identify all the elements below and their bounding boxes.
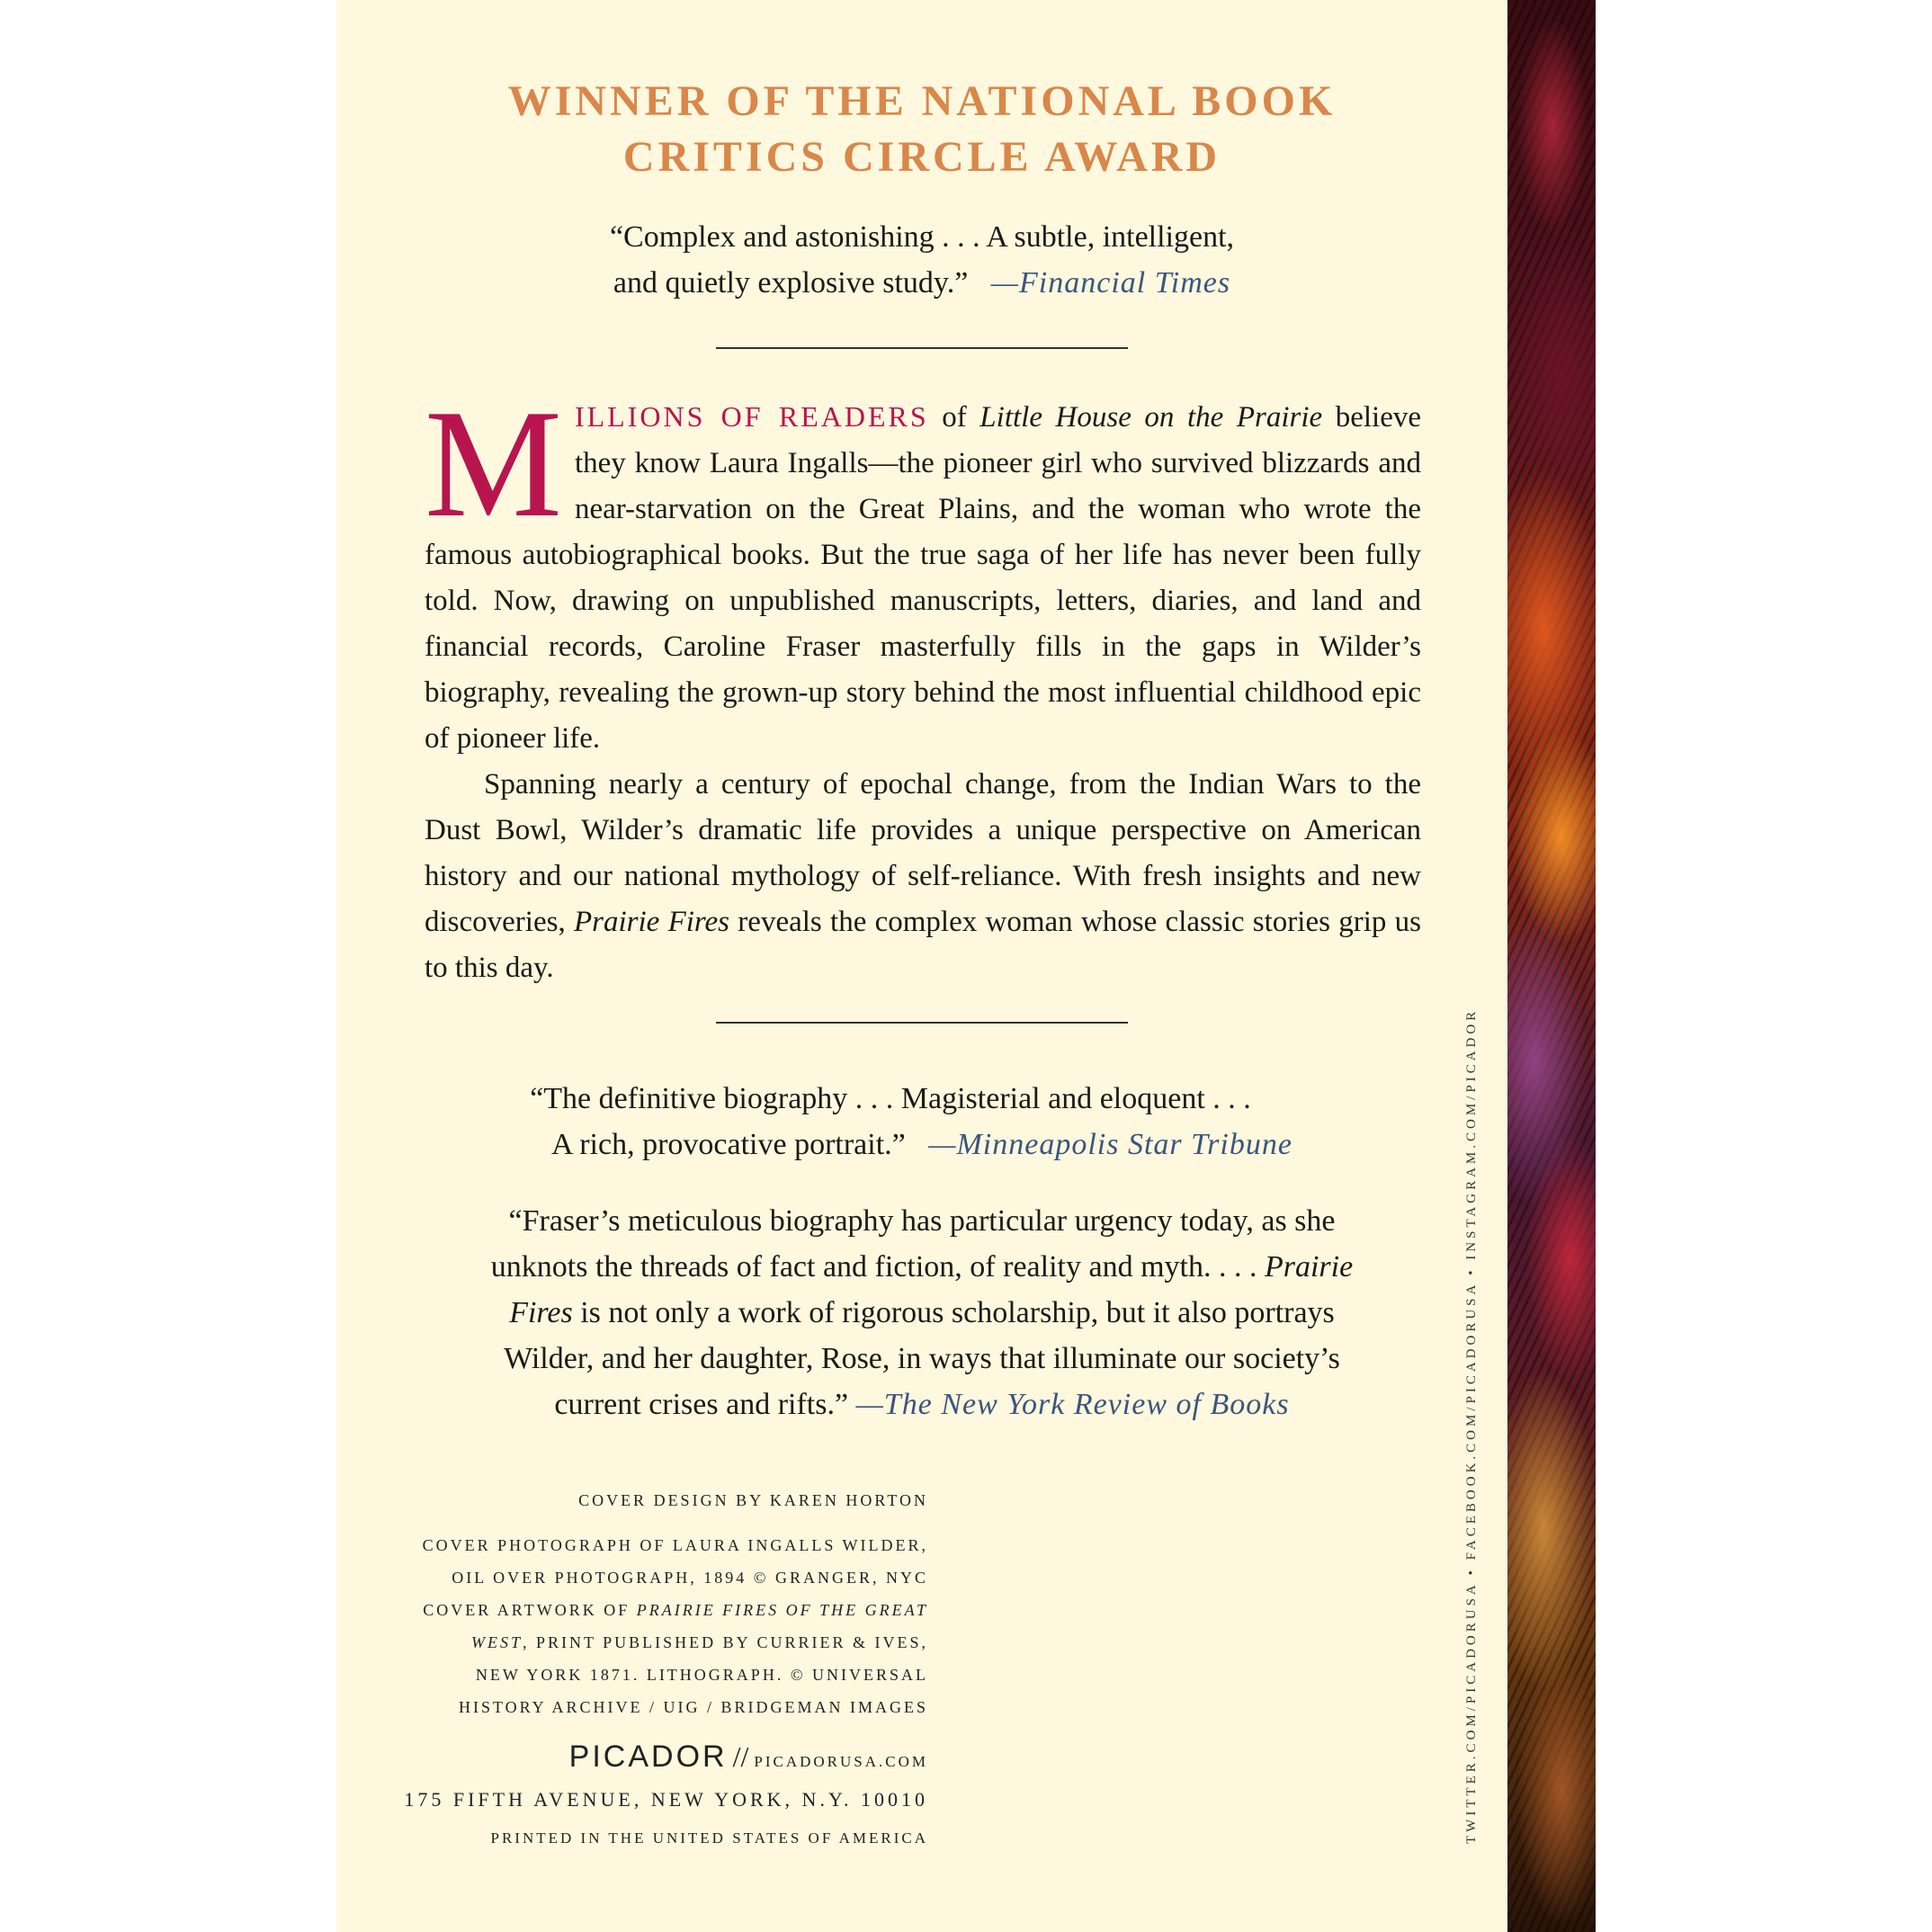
paragraph-2-start: Spanning nearly a century of epochal change, from the Indian Wars to the Dust Bowl, Wilder’s dramatic life provides a unique perspective on American history and our national mythology of self-reliance. With fresh insights and new discoveries, [425, 768, 1421, 938]
quote-source: —The New York Review of Books [855, 1388, 1290, 1421]
publisher-line [378, 1740, 928, 1775]
quote-nyrb [336, 1198, 1507, 1427]
award-line-2: CRITICS CIRCLE AWARD [622, 133, 1221, 181]
credit-text: , PRINT PUBLISHED BY CURRIER & IVES, [522, 1633, 928, 1651]
quote-star-tribune [336, 1076, 1507, 1167]
artwork-title: PRAIRIE FIRES OF THE GREAT [636, 1601, 928, 1619]
paragraph-1: believe they know Laura Ingalls—the pioneer girl who survived blizzards and near-starvation on the Great Plains, and the woman who wrote the famous autobiographical books. But the true saga of her life has never been fully told. Now, drawing on unpublished manuscripts, letters, diaries, and land and financial records, Caroline Fraser masterfully fills in the gaps in Wilder’s biography, revealing the grown-up story behind the most influential childhood epic of pioneer life. [425, 401, 1422, 755]
picador-logo: PICADOR [568, 1740, 728, 1774]
divider [716, 347, 1128, 349]
drop-cap: M [425, 379, 562, 550]
separator: // [732, 1740, 749, 1773]
divider [716, 1022, 1128, 1024]
quote-line: “The definitive biography . . . Magisterial and eloquent . . . [530, 1082, 1251, 1115]
quote-line: Wilder, and her daughter, Rose, in ways that illuminate our society’s [504, 1342, 1340, 1375]
award-line-1: WINNER OF THE NATIONAL BOOK [507, 77, 1337, 125]
publisher-url: PICADORUSA.COM [754, 1753, 928, 1770]
cover-artwork-strip [1507, 0, 1596, 1932]
artwork-title: WEST [470, 1633, 523, 1651]
credit-line: NEW YORK 1871. LITHOGRAPH. © UNIVERSAL [475, 1666, 928, 1684]
quote-source: —Minneapolis Star Tribune [928, 1128, 1292, 1161]
printed-in: PRINTED IN THE UNITED STATES OF AMERICA [490, 1829, 928, 1847]
quote-financial-times [336, 214, 1507, 306]
book-description [425, 379, 1422, 991]
paragraph-2-end: reveals the complex woman whose classic stories grip us to this day. [425, 906, 1421, 984]
credit-line: COVER DESIGN BY KAREN HORTON [578, 1491, 928, 1509]
lead-connector: of [928, 401, 980, 434]
series-title: Little House on the Prairie [979, 401, 1323, 434]
quote-line: A rich, provocative portrait.” [551, 1128, 906, 1161]
social-links: TWITTER.COM/PICADORUSA • FACEBOOK.COM/PICADORUSA • INSTAGRAM.COM/PICADOR [1464, 1007, 1479, 1844]
quote-book-title: Fires [509, 1296, 573, 1329]
publisher-address: 175 FIFTH AVENUE, NEW YORK, N.Y. 10010 [404, 1788, 928, 1811]
quote-line: and quietly explosive study.” [613, 266, 969, 300]
credit-line: HISTORY ARCHIVE / UIG / BRIDGEMAN IMAGES [458, 1698, 928, 1716]
book-title: Prairie Fires [573, 906, 730, 938]
lead-in: ILLIONS OF READERS [574, 400, 929, 433]
cover-design-credit [378, 1484, 928, 1516]
quote-source: —Financial Times [990, 266, 1231, 300]
quote-line: “Complex and astonishing . . . A subtle, intelligent, [609, 220, 1235, 254]
quote-line: “Fraser’s meticulous biography has particular urgency today, as she [508, 1204, 1336, 1238]
credit-line: OIL OVER PHOTOGRAPH, 1894 © GRANGER, NYC [452, 1569, 928, 1587]
credit-line: COVER PHOTOGRAPH OF LAURA INGALLS WILDER, [422, 1536, 928, 1554]
quote-line: unknots the threads of fact and fiction, of reality and myth. . . . [490, 1250, 1265, 1284]
credit-text: COVER ARTWORK OF [423, 1601, 637, 1619]
cover-art-credits [378, 1529, 928, 1723]
quote-line: current crises and rifts.” [554, 1388, 856, 1421]
quote-line: is not only a work of rigorous scholarship, but it also portrays [572, 1296, 1335, 1329]
quote-book-title: Prairie [1264, 1250, 1354, 1284]
award-heading [336, 74, 1507, 185]
